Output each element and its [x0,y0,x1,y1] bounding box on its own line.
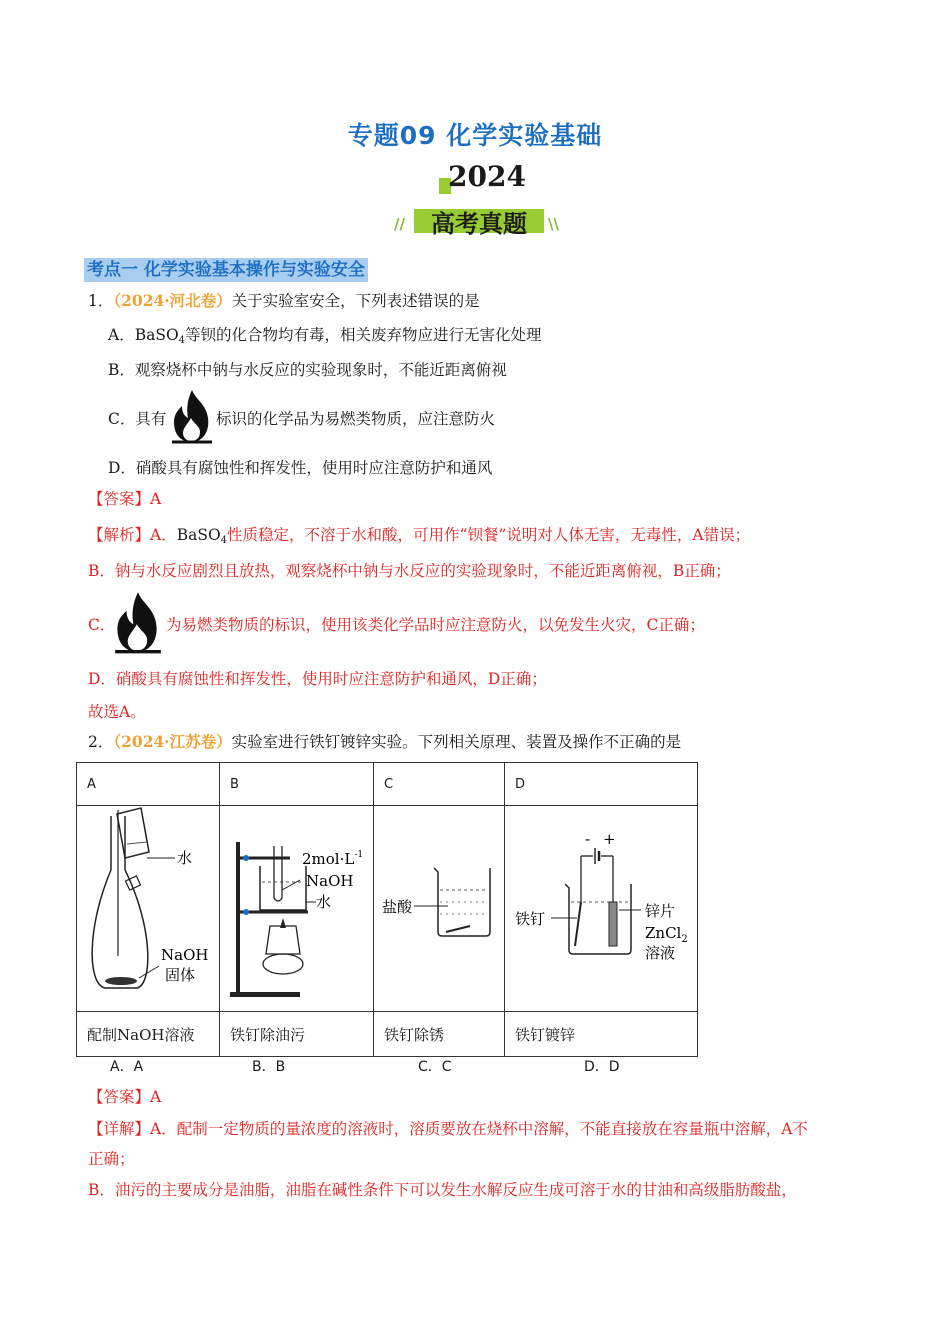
q1-option-c: C．具有 [108,410,167,428]
label-zinc-sheet: 锌片 [645,902,676,920]
label-iron-nail: 铁钉 [515,910,546,928]
caption-d: 铁钉镀锌 [505,1012,698,1057]
col-header-c: C [374,763,505,806]
q1-analysis-c-text: 为易燃类物质的标识，使用该类化学品时应注意防火，以免发生火灾，C正确； [166,616,705,634]
q2-choice-d: D．D [584,1059,620,1075]
q2-answer: 【答案】A [88,1088,162,1106]
label-water: 水 [316,893,332,911]
label-badge: 高考真题 [431,210,527,238]
q2-choice-a: A．A [110,1059,144,1075]
caption-c: 铁钉除锈 [374,1012,505,1057]
q2-source: （2024·江苏卷） [113,732,232,751]
label-negative: - [585,830,591,848]
q1-analysis-d: D．硝酸具有腐蚀性和挥发性，使用时应注意防护和通风，D正确； [88,670,547,688]
water-bath-diagram [220,806,373,1007]
formula-baso4: BaSO$_4$ [134,326,186,346]
left-slash-decoration: // [394,215,405,233]
q1-stem [88,290,480,312]
q1-analysis-c-prefix: C． [88,616,116,634]
electroplating-diagram [505,806,697,1007]
caption-a: 配制NaOH溶液 [77,1012,220,1057]
q2-choice-b: B．B [252,1059,286,1075]
diagram-b-cell [220,806,374,1012]
q1-answer: 【答案】A [88,490,162,508]
q1-source: （2024·河北卷） [113,291,232,310]
year-badge: 2024 [448,160,526,193]
label-naoh: NaOH [306,872,354,890]
diagram-c-cell [374,806,505,1012]
q1-analysis-b: B．钠与水反应剧烈且放热，观察烧杯中钠与水反应的实验现象时，不能近距离俯视，B正确； [88,562,731,580]
q2-stem [88,731,681,753]
col-header-d: D [505,763,698,806]
q1-option-d: D．硝酸具有腐蚀性和挥发性，使用时应注意防护和通风 [108,459,493,477]
label-solution: 溶液 [645,944,676,962]
q1-option-a: A．BaSO$_4$等钡的化合物均有毒，相关废弃物应进行无害化处理 [108,326,542,346]
q2-detail-a-continued: 正确； [88,1150,135,1168]
label-zncl2: ZnCl$_2$ [645,924,688,945]
flame-hazard-icon [170,388,214,444]
flame-hazard-icon [112,590,164,654]
q2-detail-a: 【详解】A．配制一定物质的量浓度的溶液时，溶质要放在烧杯中溶解，不能直接放在容量瓶中溶解，A不 [88,1120,808,1138]
label-concentration: $2mol\cdot L^{-1}$ [302,850,364,868]
formula-baso4: BaSO$_4$ [176,526,228,546]
q1-conclusion: 故选A。 [88,703,146,721]
q2-options-table [76,762,698,1057]
label-hydrochloric-acid: 盐酸 [382,898,413,916]
col-header-a: A [77,763,220,806]
label-water: 水 [177,849,193,867]
right-slash-decoration: \\ [548,215,559,233]
q2-number: 2． [88,733,114,751]
section-heading: 考点一 化学实验基本操作与实验安全 [84,258,368,282]
q2-stem-text: 实验室进行铁钉镀锌实验。下列相关原理、装置及操作不正确的是 [231,733,682,751]
q1-option-b: B．观察烧杯中钠与水反应的实验现象时，不能近距离俯视 [108,361,507,379]
q1-number: 1． [88,292,114,310]
acid-beaker-diagram [374,806,504,1007]
q1-stem-text: 关于实验室安全，下列表述错误的是 [231,292,480,310]
label-positive: + [603,830,616,848]
q1-analysis-a: 【解析】A．BaSO$_4$性质稳定，不溶于水和酸，可用作“钡餐”说明对人体无害，无毒性，A错误； [88,526,751,546]
volumetric-flask-diagram [77,806,219,1007]
page-title: 专题09 化学实验基础 [347,121,603,150]
label-naoh: NaOH [161,946,209,964]
q2-detail-b: B．油污的主要成分是油脂，油脂在碱性条件下可以发生水解反应生成可溶于水的甘油和高级脂肪酸盐， [88,1181,797,1199]
q1-option-c-text: 标识的化学品为易燃类物质，应注意防火 [216,410,496,428]
col-header-b: B [220,763,374,806]
label-solid: 固体 [165,966,196,984]
caption-b: 铁钉除油污 [220,1012,374,1057]
diagram-d-cell [505,806,698,1012]
diagram-a-cell [77,806,220,1012]
q2-choice-c: C．C [418,1059,452,1075]
